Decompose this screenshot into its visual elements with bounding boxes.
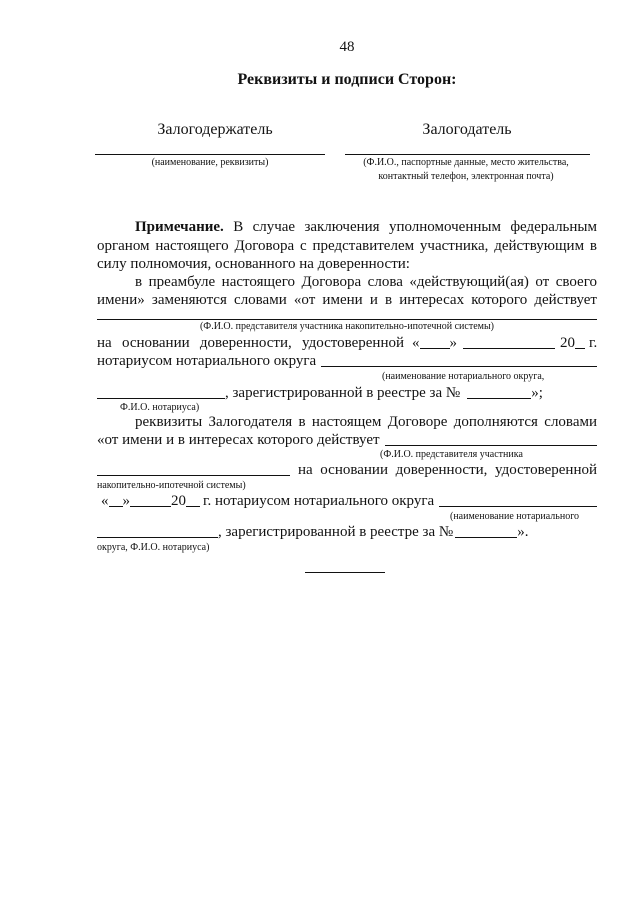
end-separator-line bbox=[305, 572, 385, 573]
requisites-line-1: реквизиты Залогодателя в настоящем Договоре дополняются словами bbox=[135, 414, 597, 430]
preamble-registry-end: »; bbox=[531, 385, 543, 401]
representative-caption: (Ф.И.О. представителя участника накопительно-ипотечной системы) bbox=[199, 321, 495, 332]
requisites-representative-blank bbox=[385, 433, 597, 446]
requisites-registry-end: ». bbox=[517, 524, 529, 540]
requisites-representative-caption-1: (Ф.И.О. представителя участника bbox=[380, 449, 523, 460]
preamble-year-suffix: г. bbox=[589, 335, 598, 351]
requisites-proxy-text: на основании доверенности, удостоверенной bbox=[298, 462, 597, 478]
preamble-day-quote-open: « bbox=[412, 335, 420, 351]
requisites-line-2 bbox=[97, 431, 597, 449]
requisites-registry-line bbox=[97, 523, 528, 541]
pledgor-label: Залогодатель bbox=[422, 121, 512, 138]
requisites-day-blank bbox=[109, 494, 123, 507]
requisites-date-line bbox=[101, 492, 597, 510]
note-line-3: силу полномочия, основанного на доверенности: bbox=[97, 256, 410, 272]
preamble-registry-line bbox=[97, 384, 543, 402]
requisites-behalf-text: «от имени и в интересах которого действует bbox=[97, 432, 380, 448]
preamble-year-prefix: 20 bbox=[560, 335, 575, 351]
preamble-proxy-text: на основании доверенности, удостоверенной bbox=[97, 335, 404, 351]
pledgee-signature-line bbox=[95, 154, 325, 155]
pledgor-caption-line-2: контактный телефон, электронная почта) bbox=[378, 171, 554, 182]
note-intro-text: В случае заключения уполномоченным федеральным bbox=[233, 219, 597, 235]
pledgor-signature-line bbox=[345, 154, 590, 155]
requisites-district-blank bbox=[439, 494, 597, 507]
preamble-proxy-line bbox=[97, 334, 597, 352]
requisites-representative-caption-2: накопительно-ипотечной системы) bbox=[97, 480, 246, 491]
preamble-notary-caption: Ф.И.О. нотариуса) bbox=[120, 402, 200, 413]
preamble-registry-number-blank bbox=[467, 386, 531, 399]
preamble-notary-line bbox=[97, 352, 597, 370]
preamble-line-1: в преамбуле настоящего Договора слова «действующий(ая) от своего bbox=[135, 274, 597, 290]
requisites-notary-name-blank bbox=[97, 525, 218, 538]
page-number: 48 bbox=[339, 39, 355, 55]
representative-name-line bbox=[97, 319, 597, 320]
preamble-registry-text: , зарегистрированной в реестре за № bbox=[225, 385, 461, 401]
preamble-month-blank bbox=[463, 336, 555, 349]
requisites-representative-blank-2 bbox=[97, 463, 290, 476]
preamble-year-blank bbox=[575, 336, 585, 349]
preamble-district-blank bbox=[321, 354, 597, 367]
note-heading: Примечание. bbox=[135, 219, 224, 235]
requisites-district-caption-1: (наименование нотариального bbox=[450, 511, 580, 522]
preamble-line-2: имени» заменяются словами «от имени и в интересах которого действует bbox=[97, 292, 597, 308]
section-title: Реквизиты и подписи Сторон: bbox=[237, 71, 457, 88]
note-line-1 bbox=[135, 218, 597, 236]
requisites-year-blank bbox=[186, 494, 200, 507]
requisites-district-caption-2: округа, Ф.И.О. нотариуса) bbox=[97, 542, 210, 553]
requisites-day-quote-close: » bbox=[122, 493, 130, 509]
pledgee-label: Залогодержатель bbox=[157, 121, 273, 138]
preamble-day-blank bbox=[420, 336, 450, 349]
requisites-month-blank bbox=[130, 494, 171, 507]
requisites-registry-text: , зарегистрированной в реестре за № bbox=[218, 524, 454, 540]
requisites-notary-text: г. нотариусом нотариального округа bbox=[203, 493, 435, 509]
preamble-district-caption: (наименование нотариального округа, bbox=[382, 371, 545, 382]
preamble-day-quote-close: » bbox=[449, 335, 457, 351]
requisites-day-quote-open: « bbox=[101, 493, 109, 509]
requisites-proxy-line bbox=[97, 461, 597, 479]
preamble-notary-text: нотариусом нотариального округа bbox=[97, 353, 317, 369]
requisites-year-prefix: 20 bbox=[171, 493, 186, 509]
pledgor-caption-line-1: (Ф.И.О., паспортные данные, место жительства, bbox=[363, 157, 569, 168]
preamble-notary-name-blank bbox=[97, 386, 225, 399]
requisites-registry-number-blank bbox=[455, 525, 517, 538]
note-line-2: органом настоящего Договора с представителем участника, действующим в bbox=[97, 238, 597, 254]
pledgee-caption: (наименование, реквизиты) bbox=[151, 157, 269, 168]
